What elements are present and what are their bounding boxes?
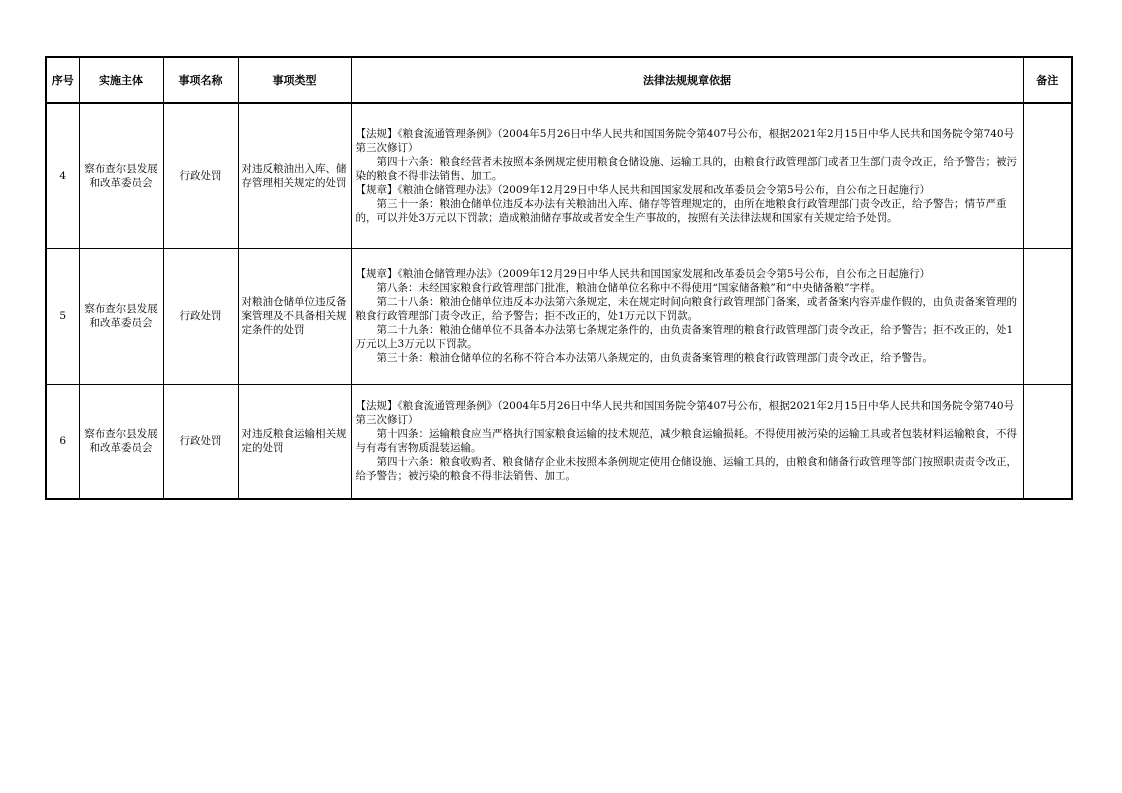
- header-type: 事项类型: [238, 57, 351, 103]
- cell-name: 行政处罚: [163, 384, 238, 499]
- basis-article-line: 第三十一条：粮油仓储单位违反本办法有关粮油出入库、储存等管理规定的，由所在地粮食行政管理部门责令改正，给予警告；情节严重的，可以并处3万元以下罚款；造成粮油储存事故或者安全生产事故的，按照有关法律法规和国家有关规定给予处罚。: [355, 197, 1007, 224]
- cell-type: 对粮油仓储单位违反备案管理及不具备相关规定条件的处罚: [238, 248, 351, 384]
- cell-seq: 4: [46, 103, 79, 248]
- table-row: [46, 384, 1072, 499]
- basis-article-line: 第四十六条：粮食收购者、粮食储存企业未按照本条例规定使用仓储设施、运输工具的，由粮食和储备行政管理等部门按照职责责令改正，给予警告；被污染的粮食不得非法销售、加工。: [355, 456, 1017, 483]
- cell-name: 行政处罚: [163, 248, 238, 384]
- cell-basis: [351, 384, 1023, 499]
- header-name: 事项名称: [163, 57, 238, 103]
- table-header-row: [46, 57, 1072, 103]
- basis-article-line: 第四十六条：粮食经营者未按照本条例规定使用粮食仓储设施、运输工具的，由粮食行政管理部门或者卫生部门责令改正，给予警告；被污染的粮食不得非法销售、加工。: [355, 155, 1017, 182]
- basis-article-line: 第八条：未经国家粮食行政管理部门批准，粮油仓储单位名称中不得使用“国家储备粮”和“中央储备粮”字样。: [376, 282, 881, 294]
- cell-seq: 6: [46, 384, 79, 499]
- cell-subject: 察布查尔县发展和改革委员会: [79, 103, 163, 248]
- cell-subject: 察布查尔县发展和改革委员会: [79, 248, 163, 384]
- basis-source-line: 【规章】《粮油仓储管理办法》（2009年12月29日中华人民共和国国家发展和改革委员会令第5号公布，自公布之日起施行）: [355, 268, 931, 280]
- cell-note: [1023, 384, 1072, 499]
- cell-basis: [351, 248, 1023, 384]
- law-basis-table: [45, 56, 1073, 500]
- basis-source-line: 【法规】《粮食流通管理条例》（2004年5月26日中华人民共和国国务院令第407号公布，根据2021年2月15日中华人民共和国务院令第740号第三次修订）: [355, 127, 1015, 154]
- cell-basis: [351, 103, 1023, 248]
- basis-article-line: 第三十条：粮油仓储单位的名称不符合本办法第八条规定的，由负责备案管理的粮食行政管理部门责令改正，给予警告。: [376, 352, 933, 364]
- header-basis: 法律法规规章依据: [351, 57, 1023, 103]
- cell-type: 对违反粮油出入库、储存管理相关规定的处罚: [238, 103, 351, 248]
- cell-name: 行政处罚: [163, 103, 238, 248]
- cell-seq: 5: [46, 248, 79, 384]
- cell-note: [1023, 248, 1072, 384]
- cell-type: 对违反粮食运输相关规定的处罚: [238, 384, 351, 499]
- basis-source-line: 【规章】《粮油仓储管理办法》（2009年12月29日中华人民共和国国家发展和改革委员会令第5号公布，自公布之日起施行）: [355, 183, 931, 196]
- header-note: 备注: [1023, 57, 1072, 103]
- cell-subject: 察布查尔县发展和改革委员会: [79, 384, 163, 499]
- basis-article-line: 第十四条：运输粮食应当严格执行国家粮食运输的技术规范，减少粮食运输损耗。不得使用被污染的运输工具或者包装材料运输粮食，不得与有毒有害物质混装运输。: [355, 428, 1017, 455]
- table-row: [46, 103, 1072, 248]
- basis-article-line: 第二十九条：粮油仓储单位不具备本办法第七条规定条件的，由负责备案管理的粮食行政管理部门责令改正，给予警告；拒不改正的，处1万元以上3万元以下罚款。: [355, 324, 1014, 350]
- basis-article-line: 第二十八条：粮油仓储单位违反本办法第六条规定，未在规定时间向粮食行政管理部门备案，或者备案内容弄虚作假的，由负责备案管理的粮食行政管理部门责令改正，给予警告；拒不改正的，处1万元以下罚款。: [355, 296, 1017, 322]
- header-subject: 实施主体: [79, 57, 163, 103]
- table-row: [46, 248, 1072, 384]
- cell-note: [1023, 103, 1072, 248]
- basis-source-line: 【法规】《粮食流通管理条例》（2004年5月26日中华人民共和国国务院令第407号公布，根据2021年2月15日中华人民共和国务院令第740号第三次修订）: [355, 400, 1015, 427]
- header-seq: 序号: [46, 57, 79, 103]
